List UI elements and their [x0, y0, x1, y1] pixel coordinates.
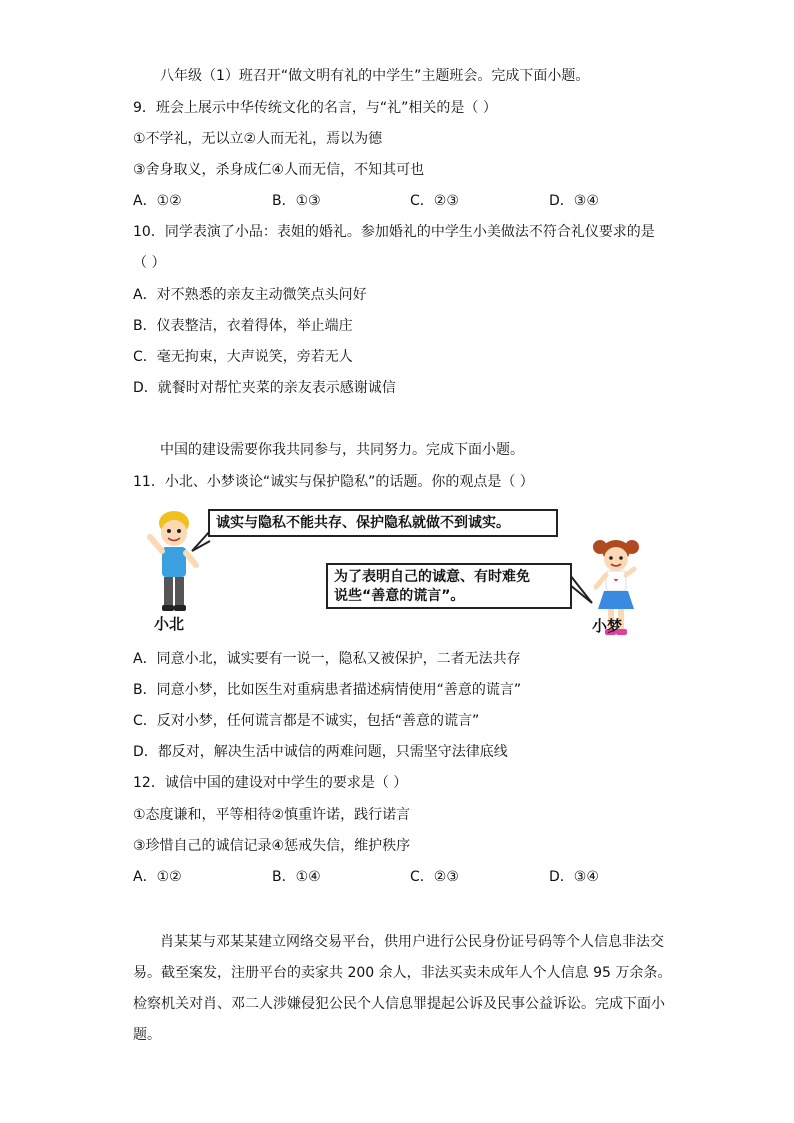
q11-option-d[interactable]: D．都反对，解决生活中诚信的两难问题，只需坚守法律底线 — [133, 744, 508, 760]
intro-3-line2: 易。截至案发，注册平台的卖家共 200 余人，非法买卖未成年人个人信息 95 万余条。 — [133, 965, 672, 981]
q12-option-b[interactable]: B．①④ — [272, 869, 321, 885]
intro-2: 中国的建设需要你我共同参与，共同努力。完成下面小题。 — [160, 442, 524, 458]
speech-bubble-right-line1: 为了表明自己的诚意、有时难免 — [334, 569, 530, 585]
q9-items-line1: ①不学礼，无以立②人而无礼，焉以为德 — [133, 131, 383, 147]
q12-option-c[interactable]: C．②③ — [410, 869, 459, 885]
speech-bubble-right-line2: 说些“善意的谎言”。 — [334, 588, 465, 604]
name-left: 小北 — [154, 615, 185, 633]
q10-option-c[interactable]: C．毫无拘束，大声说笑，旁若无人 — [133, 349, 353, 365]
q11-option-b[interactable]: B．同意小梦，比如医生对重病患者描述病情使用“善意的谎言” — [133, 682, 522, 698]
intro-3-line3: 检察机关对肖、邓二人涉嫌侵犯公民个人信息罪提起公诉及民事公益诉讼。完成下面小 — [133, 996, 665, 1012]
q9-items-line2: ③舍身取义，杀身成仁④人而无信，不知其可也 — [133, 162, 425, 178]
q12-option-a[interactable]: A．①② — [133, 869, 182, 885]
q9-option-a[interactable]: A．①② — [133, 193, 182, 209]
q12-items-line2: ③珍惜自己的诚信记录④惩戒失信，维护秩序 — [133, 838, 411, 854]
speech-bubble-right — [326, 563, 572, 609]
q12-option-d[interactable]: D．③④ — [549, 869, 599, 885]
q11-option-a[interactable]: A．同意小北，诚实要有一说一，隐私又被保护，二者无法共存 — [133, 651, 521, 667]
q11-illustration — [140, 505, 650, 635]
q12-stem: 12．诚信中国的建设对中学生的要求是（ ） — [133, 775, 408, 791]
intro-3-line1: 肖某某与邓某某建立网络交易平台，供用户进行公民身份证号码等个人信息非法交 — [160, 934, 664, 950]
q12-items-line1: ①态度谦和，平等相待②慎重许诺，践行诺言 — [133, 807, 411, 823]
q9-option-b[interactable]: B．①③ — [272, 193, 321, 209]
q10-stem-cont: （ ） — [133, 255, 166, 271]
q9-stem: 9．班会上展示中华传统文化的名言，与“礼”相关的是（ ） — [133, 100, 497, 116]
q10-option-a[interactable]: A．对不熟悉的亲友主动微笑点头问好 — [133, 287, 367, 303]
name-right: 小梦 — [592, 617, 623, 635]
q11-stem: 11．小北、小梦谈论“诚实与保护隐私”的话题。你的观点是（ ） — [133, 474, 534, 490]
intro-3-line4: 题。 — [133, 1027, 161, 1043]
q9-option-d[interactable]: D．③④ — [549, 193, 599, 209]
q11-option-c[interactable]: C．反对小梦，任何谎言都是不诚实，包括“善意的谎言” — [133, 713, 480, 729]
q10-stem: 10．同学表演了小品：表姐的婚礼。参加婚礼的中学生小美做法不符合礼仪要求的是 — [133, 224, 655, 240]
q10-option-b[interactable]: B．仪表整洁，衣着得体，举止端庄 — [133, 318, 353, 334]
speech-bubble-left: 诚实与隐私不能共存、保护隐私就做不到诚实。 — [208, 509, 558, 537]
q9-option-c[interactable]: C．②③ — [410, 193, 459, 209]
q10-option-d[interactable]: D．就餐时对帮忙夹菜的亲友表示感谢诚信 — [133, 380, 396, 396]
intro-1: 八年级（1）班召开“做文明有礼的中学生”主题班会。完成下面小题。 — [160, 68, 590, 84]
